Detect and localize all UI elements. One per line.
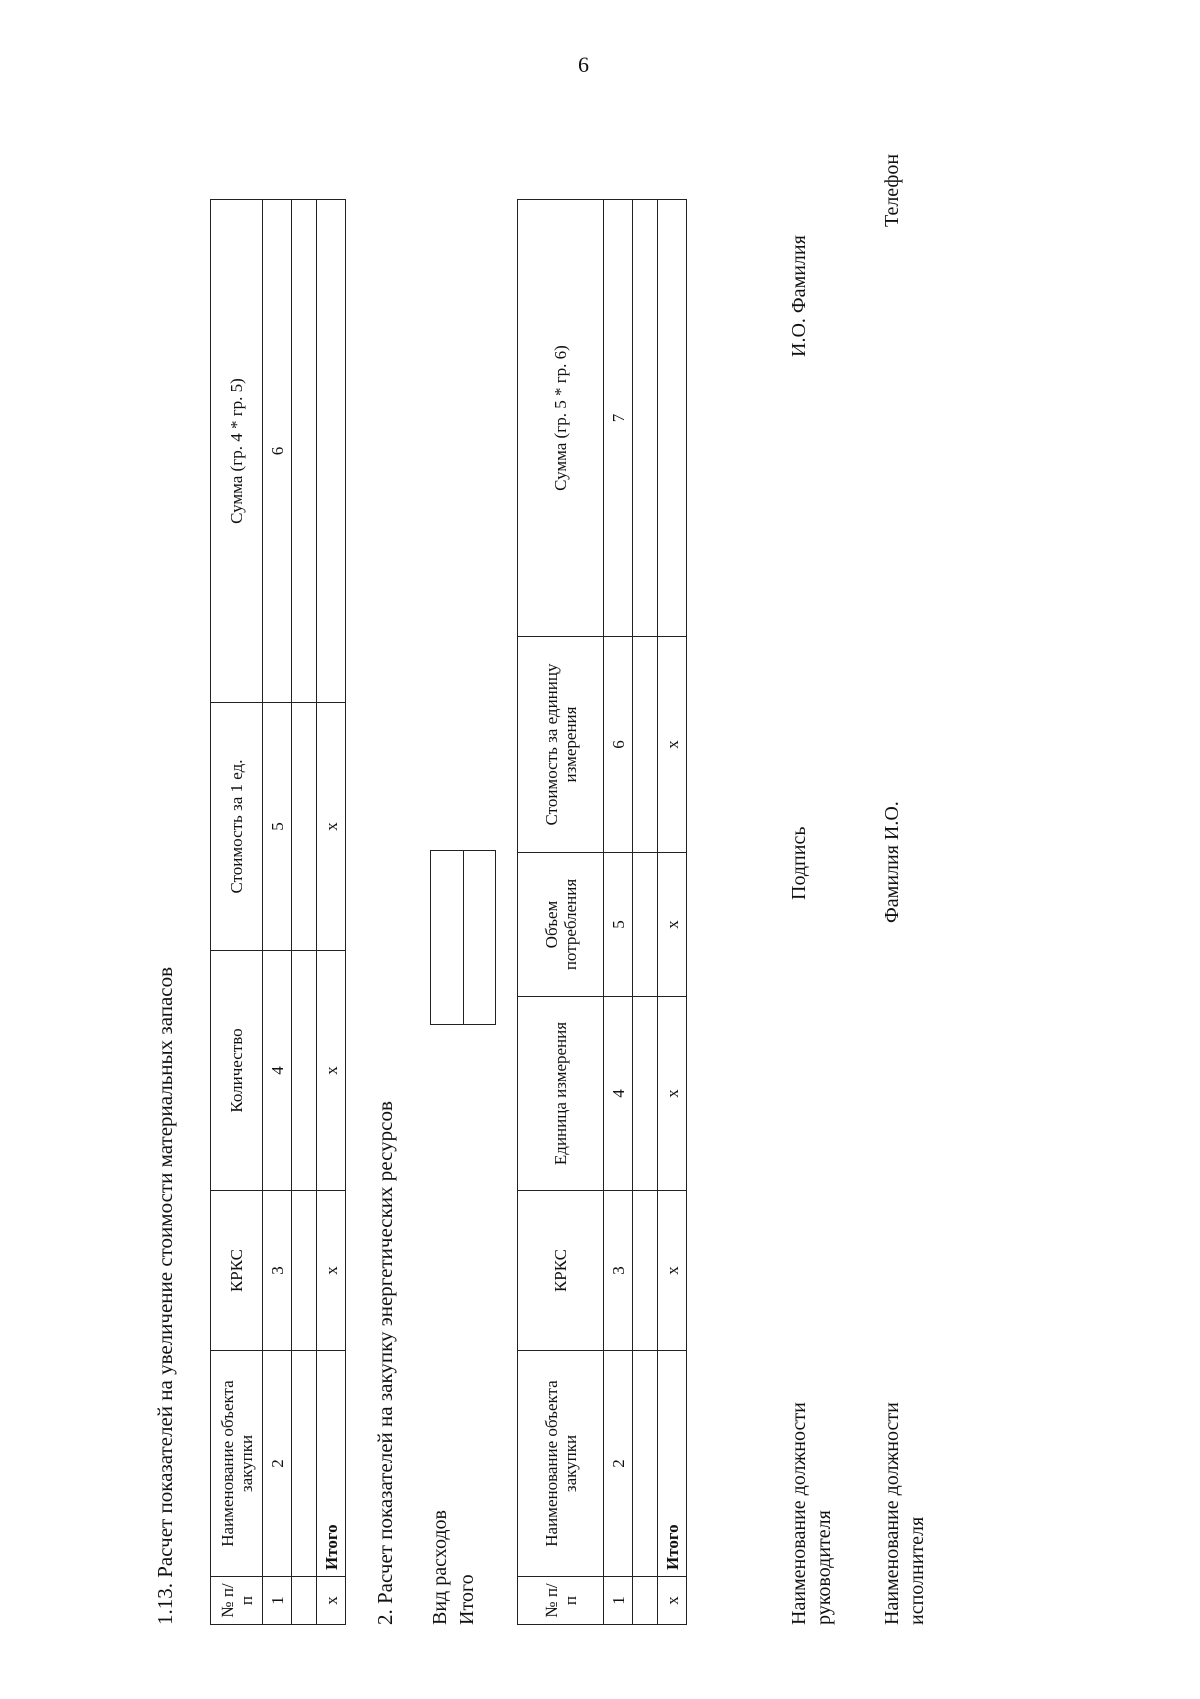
manager-name: И.О. Фамилия [788,235,810,357]
column-number: 1 [263,1577,292,1625]
column-number: 5 [604,853,633,997]
total-cell: x [317,1191,346,1351]
column-number: 3 [604,1191,633,1351]
table-row [292,200,317,1625]
header-cell: КРКС [211,1191,263,1351]
landscape-content [145,115,965,1635]
column-number: 7 [604,200,633,637]
executor-phone: Телефон [881,153,903,227]
column-number: 2 [263,1351,292,1577]
cell [633,1191,658,1351]
total-cell: x [317,951,346,1191]
column-number: 1 [604,1577,633,1625]
total-label-section2: Итого [456,1574,478,1625]
cell [633,637,658,853]
header-cell: Наименование объекта закупки [211,1351,263,1577]
column-number: 4 [604,997,633,1191]
total-cell [658,200,687,637]
total-row [658,200,687,1625]
cell [292,200,317,703]
column-number: 3 [263,1191,292,1351]
header-cell: Сумма (гр. 4 * гр. 5) [211,200,263,703]
executor-name: Фамилия И.О. [881,801,903,923]
header-cell: Сумма (гр. 5 * гр. 6) [518,200,604,637]
total-cell: x [658,637,687,853]
page-number: 6 [578,52,589,77]
total-row [317,200,346,1625]
table-header-row [211,200,263,1625]
column-number: 5 [263,703,292,951]
header-cell: № п/п [518,1577,604,1625]
column-number-row [263,200,292,1625]
cell [292,703,317,951]
expense-type-box [430,850,496,1025]
section2-title: 2. Расчет показателей на закупку энергетических ресурсов [373,1101,397,1625]
manager-position-line2: руководителя [813,1510,835,1625]
header-cell: КРКС [518,1191,604,1351]
column-number: 2 [604,1351,633,1577]
total-label: Итого [658,1351,687,1577]
executor-position-line2: исполнителя [906,1516,928,1625]
manager-signature-label: Подпись [788,826,810,900]
table-header-row [518,200,604,1625]
expense-type-label: Вид расходов [429,1510,451,1625]
header-cell: Количество [211,951,263,1191]
executor-position-line1: Наименование должности [881,1402,903,1625]
column-number: 6 [604,637,633,853]
header-cell: Единица измерения [518,997,604,1191]
cell [633,200,658,637]
total-cell: x [317,703,346,951]
header-cell: Наименование объекта закупки [518,1351,604,1577]
header-cell: № п/п [211,1577,263,1625]
column-number-row [604,200,633,1625]
total-cell: x [658,1577,687,1625]
energy-table [517,199,687,1625]
cell [292,1351,317,1577]
cell [292,1191,317,1351]
materials-table [210,199,346,1625]
column-number: 4 [263,951,292,1191]
total-cell [317,200,346,703]
section1-title: 1.13. Расчет показателей на увеличение стоимости материальных запасов [153,966,177,1625]
total-cell: x [658,853,687,997]
total-cell: x [658,997,687,1191]
total-label: Итого [317,1351,346,1577]
cell [292,1577,317,1625]
cell [633,1351,658,1577]
expense-type-box-divider [463,851,464,1024]
cell [633,997,658,1191]
manager-position-line1: Наименование должности [788,1402,810,1625]
header-cell: Стоимость за 1 ед. [211,703,263,951]
cell [633,853,658,997]
header-cell: Стоимость за единицу измерения [518,637,604,853]
cell [633,1577,658,1625]
header-cell: Объем потребления [518,853,604,997]
cell [292,951,317,1191]
table-row [633,200,658,1625]
total-cell: x [317,1577,346,1625]
total-cell: x [658,1191,687,1351]
column-number: 6 [263,200,292,703]
